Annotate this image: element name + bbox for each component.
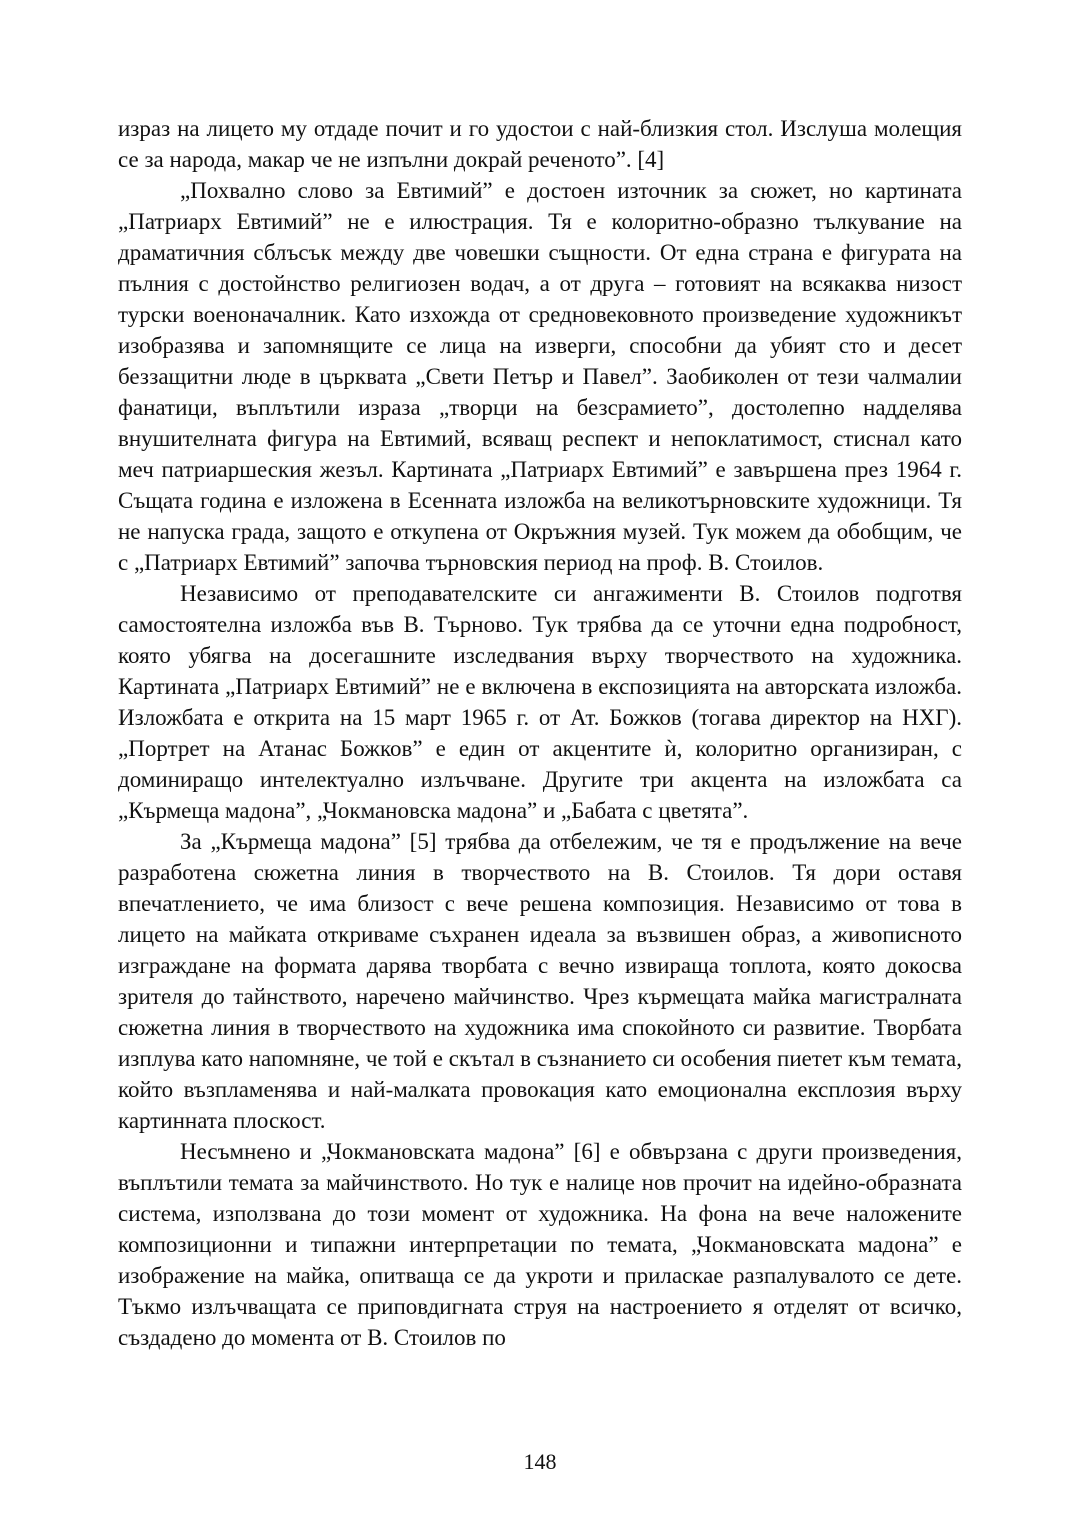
- paragraph-2: „Похвално слово за Евтимий” е достоен източник за сюжет, но картината „Патриарх Евтимий” не е илюстрация. Тя е колоритно-образно тълкувание на драматичния сблъсък между две човешки същности. От една страна е фигурата на пълния с достойнство религиозен водач, а от друга – готовият на всякаква низост турски военоначалник. Като изхожда от средновековното произведение художникът изобразява и запомнящите се лица на изверги, способни да убият сто и десет беззащитни люде в църквата „Свети Петър и Павел”. Заобиколен от тези чалмалии фанатици, въплътили израза „творци на безсрамието”, достолепно надделява внушителната фигура на Евтимий, всяващ респект и непоклатимост, стиснал като меч патриаршеския жезъл. Картината „Патриарх Евтимий” е завършена през 1964 г. Същата година е изложена в Есенната изложба на великотърновските художници. Тя не напуска града, защото е откупена от Окръжния музей. Тук можем да обобщим, че с „Патриарх Евтимий” започва търновския период на проф. В. Стоилов.: [118, 178, 962, 575]
- page-number: 148: [523, 1449, 557, 1474]
- paragraph-5: Несъмнено и „Чокмановската мадона” [6] е обвързана с други произведения, въплътили темата за майчинството. Но тук е налице нов прочит на идейно-образната система, използвана до този момент от художника. На фона на вече наложените композиционни и типажни интерпретации по темата, „Чокмановската мадона” е изображение на майка, опитваща се да укроти и приласкае разпалувалото се дете. Тъкмо излъчващата се приповдигната струя на настроението я отделят от всичко, създадено до момента от В. Стоилов по: [118, 1139, 962, 1350]
- paragraph-1: израз на лицето му отдаде почит и го удостои с най-близкия стол. Изслуша молещия се за народа, макар че не изпълни докрай реченото”. [4]: [118, 116, 962, 172]
- page-body: [118, 113, 962, 1353]
- paragraph-4: За „Кърмеща мадона” [5] трябва да отбележим, че тя е продължение на вече разработена сюжетна линия в творчеството на В. Стоилов. Тя дори оставя впечатлението, че има близост с вече решена композиция. Независимо от това в лицето на майката откриваме съхранен идеала за възвишен образ, а живописното изграждане на формата дарява творбата с вечно извираща топлота, която докосва зрителя до тайнството, наречено майчинство. Чрез кърмещата майка магистралната сюжетна линия в творчеството на художника има спокойното си развитие. Творбата изплува като напомняне, че той е скътал в съзнанието си особения пиетет към темата, който възпламенява и най-малката провокация като емоционална експлозия върху картинната плоскост.: [118, 829, 962, 1133]
- paragraph-3: Независимо от преподавателските си ангажименти В. Стоилов подготвя самостоятелна изложба във В. Търново. Тук трябва да се уточни една подробност, която убягва на досегашните изследвания върху творчеството на художника. Картината „Патриарх Евтимий” не е включена в експозицията на авторската изложба. Изложбата е открита на 15 март 1965 г. от Ат. Божков (тогава директор на НХГ). „Портрет на Атанас Божков” е един от акцентите ѝ, колоритно организиран, с доминиращо интелектуално излъчване. Другите три акцента на изложбата са „Кърмеща мадона”, „Чокмановска мадона” и „Бабата с цветята”.: [118, 581, 962, 823]
